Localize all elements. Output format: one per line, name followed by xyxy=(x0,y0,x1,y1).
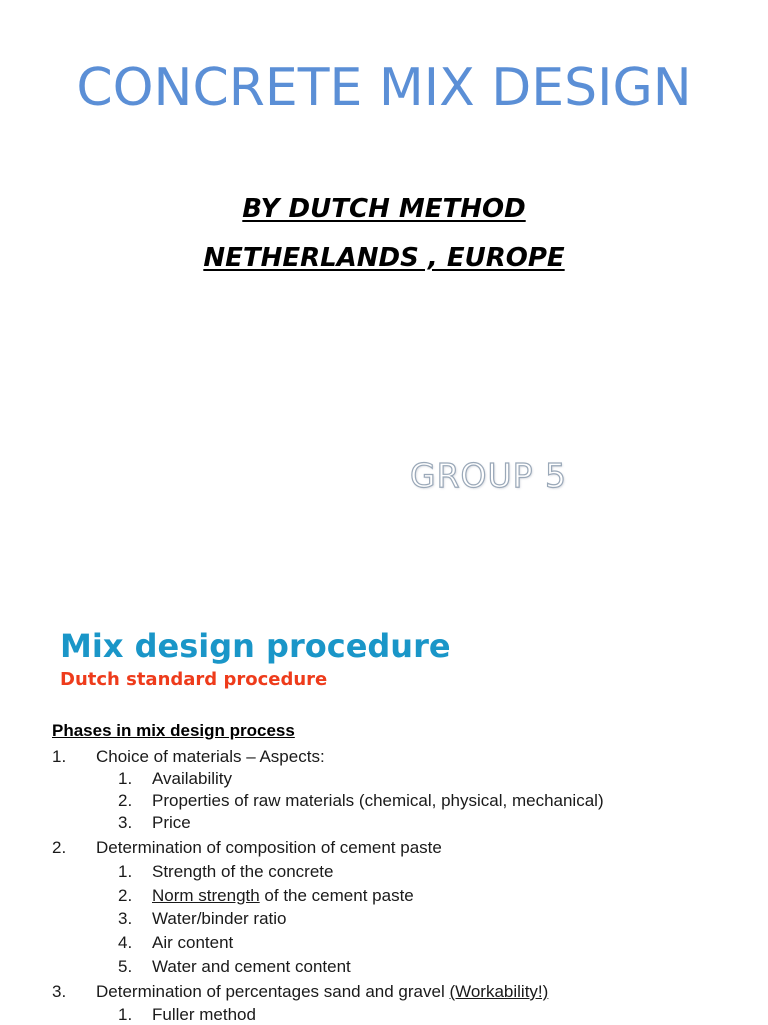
list-number: 1. xyxy=(118,769,133,788)
group-label: GROUP 5 xyxy=(410,456,568,495)
list-text-underlined: (Workability!) xyxy=(449,982,549,1001)
list-number: 5. xyxy=(118,957,133,976)
list-text: Availability xyxy=(152,769,233,788)
list-text-underlined: Norm strength xyxy=(152,886,260,905)
list-text: Water/binder ratio xyxy=(152,909,287,928)
list-number: 3. xyxy=(118,909,133,928)
list-text: Price xyxy=(152,813,191,832)
list-number: 1. xyxy=(118,862,133,881)
list-number: 1. xyxy=(52,747,67,766)
list-text xyxy=(152,886,414,906)
list-text: Properties of raw materials (chemical, physical, mechanical) xyxy=(152,791,604,810)
slide-subtitle: Dutch standard procedure xyxy=(60,669,328,690)
phases-heading: Phases in mix design process xyxy=(52,721,295,740)
list-text-plain: Determination of percentages sand and gravel xyxy=(96,982,450,1001)
list-text-rest: of the cement paste xyxy=(259,886,414,905)
subtitle-location xyxy=(0,243,768,273)
subtitle-location-text: NETHERLANDS , EUROPE xyxy=(203,243,565,273)
list-number: 2. xyxy=(118,791,133,810)
list-number: 2. xyxy=(52,838,67,857)
document-title: CONCRETE MIX DESIGN xyxy=(76,58,692,118)
list-text xyxy=(96,982,548,1002)
list-number: 1. xyxy=(118,1005,133,1024)
subtitle-method-text: BY DUTCH METHOD xyxy=(242,194,526,224)
list-number: 4. xyxy=(118,933,133,952)
list-number: 2. xyxy=(118,886,133,905)
list-text: Fuller method xyxy=(152,1005,256,1024)
list-text: Determination of composition of cement paste xyxy=(96,838,442,857)
subtitle-method xyxy=(0,194,768,224)
list-number: 3. xyxy=(52,982,67,1001)
list-text: Water and cement content xyxy=(152,957,351,976)
list-text: Strength of the concrete xyxy=(152,862,334,881)
list-number: 3. xyxy=(118,813,133,832)
list-text: Choice of materials – Aspects: xyxy=(96,747,325,766)
list-text: Air content xyxy=(152,933,234,952)
slide-title: Mix design procedure xyxy=(60,627,451,665)
